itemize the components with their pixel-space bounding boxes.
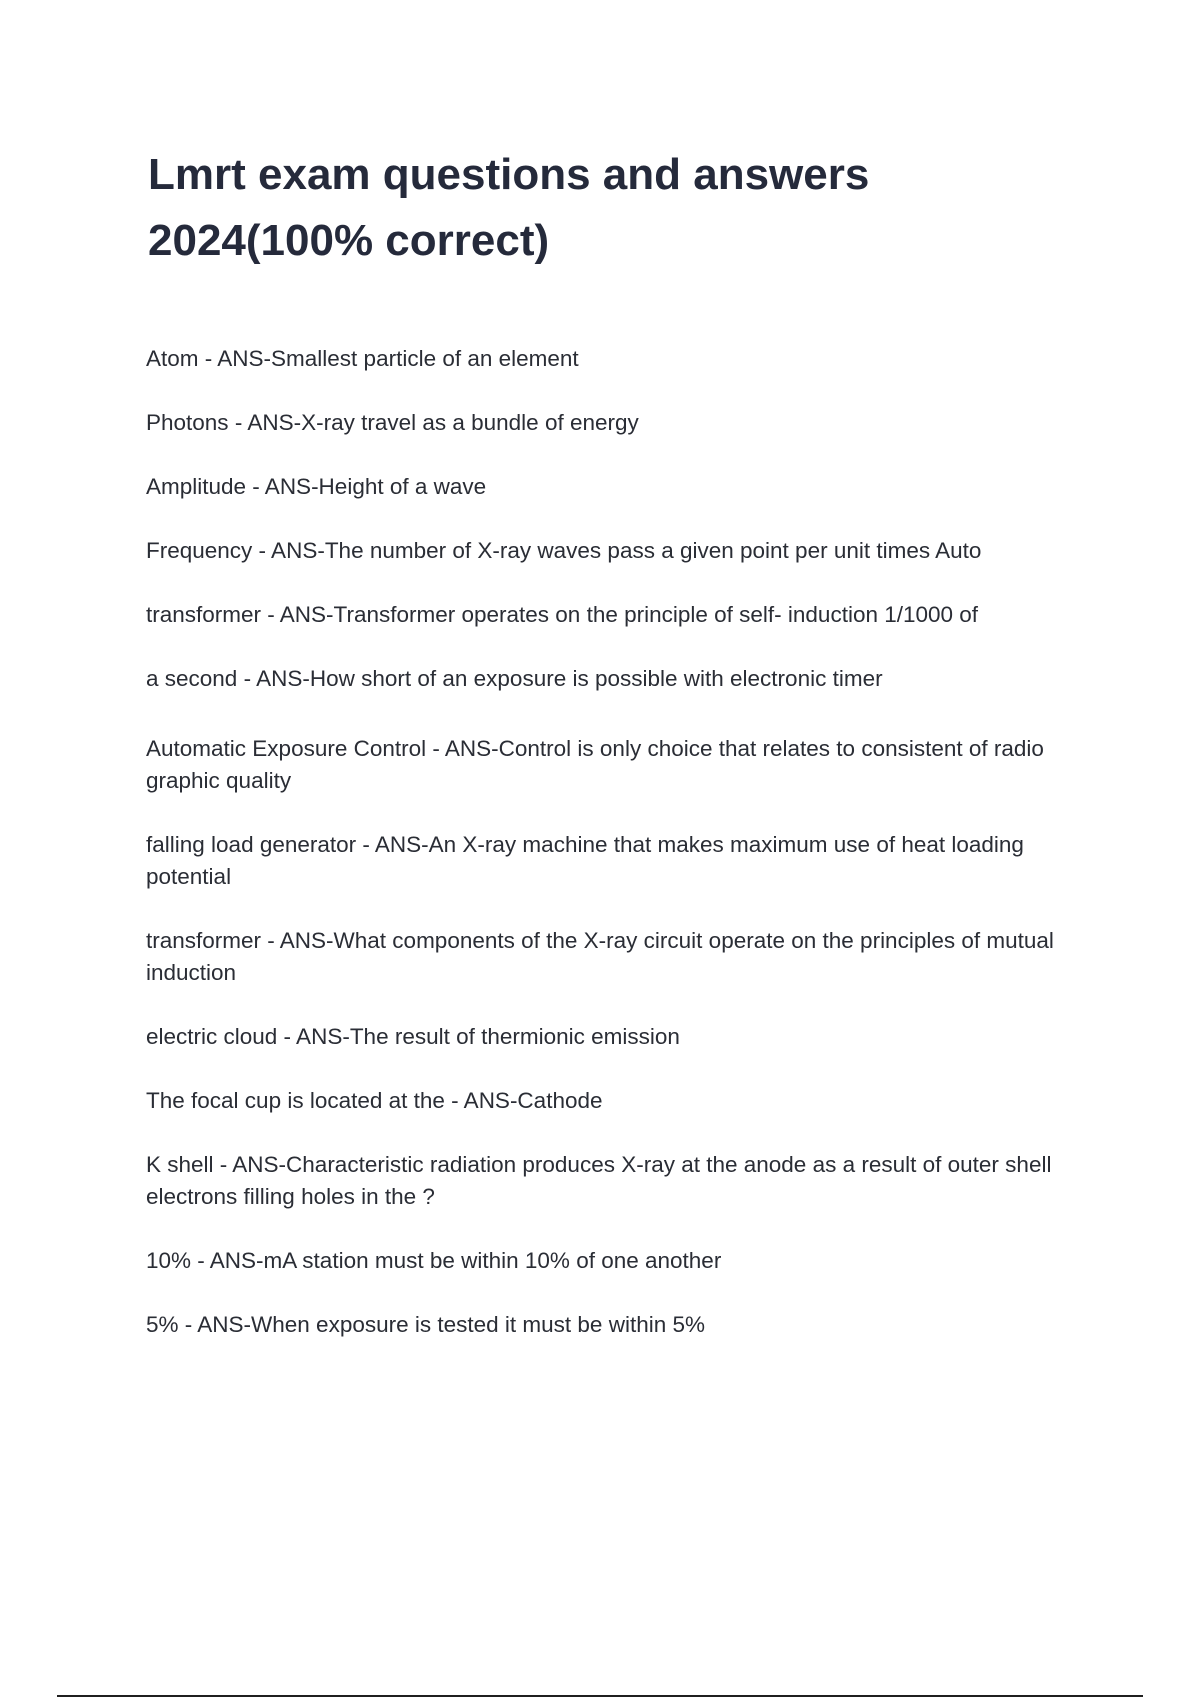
qa-list xyxy=(146,343,1076,1373)
qa-item-ma-station: 10% - ANS-mA station must be within 10% of one another xyxy=(146,1248,722,1273)
qa-item-electronic-timer: a second - ANS-How short of an exposure is possible with electronic timer xyxy=(146,666,883,691)
qa-item-amplitude: Amplitude - ANS-Height of a wave xyxy=(146,474,487,499)
qa-item-transformer-mutual-induction: transformer - ANS-What components of the X-ray circuit operate on the principles of mutual induction xyxy=(146,928,1054,985)
page-title xyxy=(148,142,968,274)
qa-item-focal-cup: The focal cup is located at the - ANS-Cathode xyxy=(146,1088,603,1113)
qa-item-transformer-self-induction: transformer - ANS-Transformer operates on the principle of self- induction 1/1000 of xyxy=(146,602,979,627)
qa-item-electric-cloud: electric cloud - ANS-The result of thermionic emission xyxy=(146,1024,680,1049)
title-line-2: 2024(100% correct) xyxy=(148,216,550,265)
qa-item-falling-load-generator: falling load generator - ANS-An X-ray machine that makes maximum use of heat loading potential xyxy=(146,832,1024,889)
qa-item-automatic-exposure-control: Automatic Exposure Control - ANS-Control is only choice that relates to consistent of radio graphic quality xyxy=(146,736,1044,793)
qa-item-photons: Photons - ANS-X-ray travel as a bundle of energy xyxy=(146,410,639,435)
qa-item-atom: Atom - ANS-Smallest particle of an element xyxy=(146,346,579,371)
qa-item-k-shell: K shell - ANS-Characteristic radiation produces X-ray at the anode as a result of outer shell electrons filling holes in the ? xyxy=(146,1152,1052,1209)
footer-divider xyxy=(57,1695,1143,1697)
qa-item-exposure-tested: 5% - ANS-When exposure is tested it must be within 5% xyxy=(146,1312,705,1337)
title-line-1: Lmrt exam questions and answers xyxy=(148,150,870,199)
qa-item-frequency: Frequency - ANS-The number of X-ray waves pass a given point per unit times Auto xyxy=(146,538,982,563)
